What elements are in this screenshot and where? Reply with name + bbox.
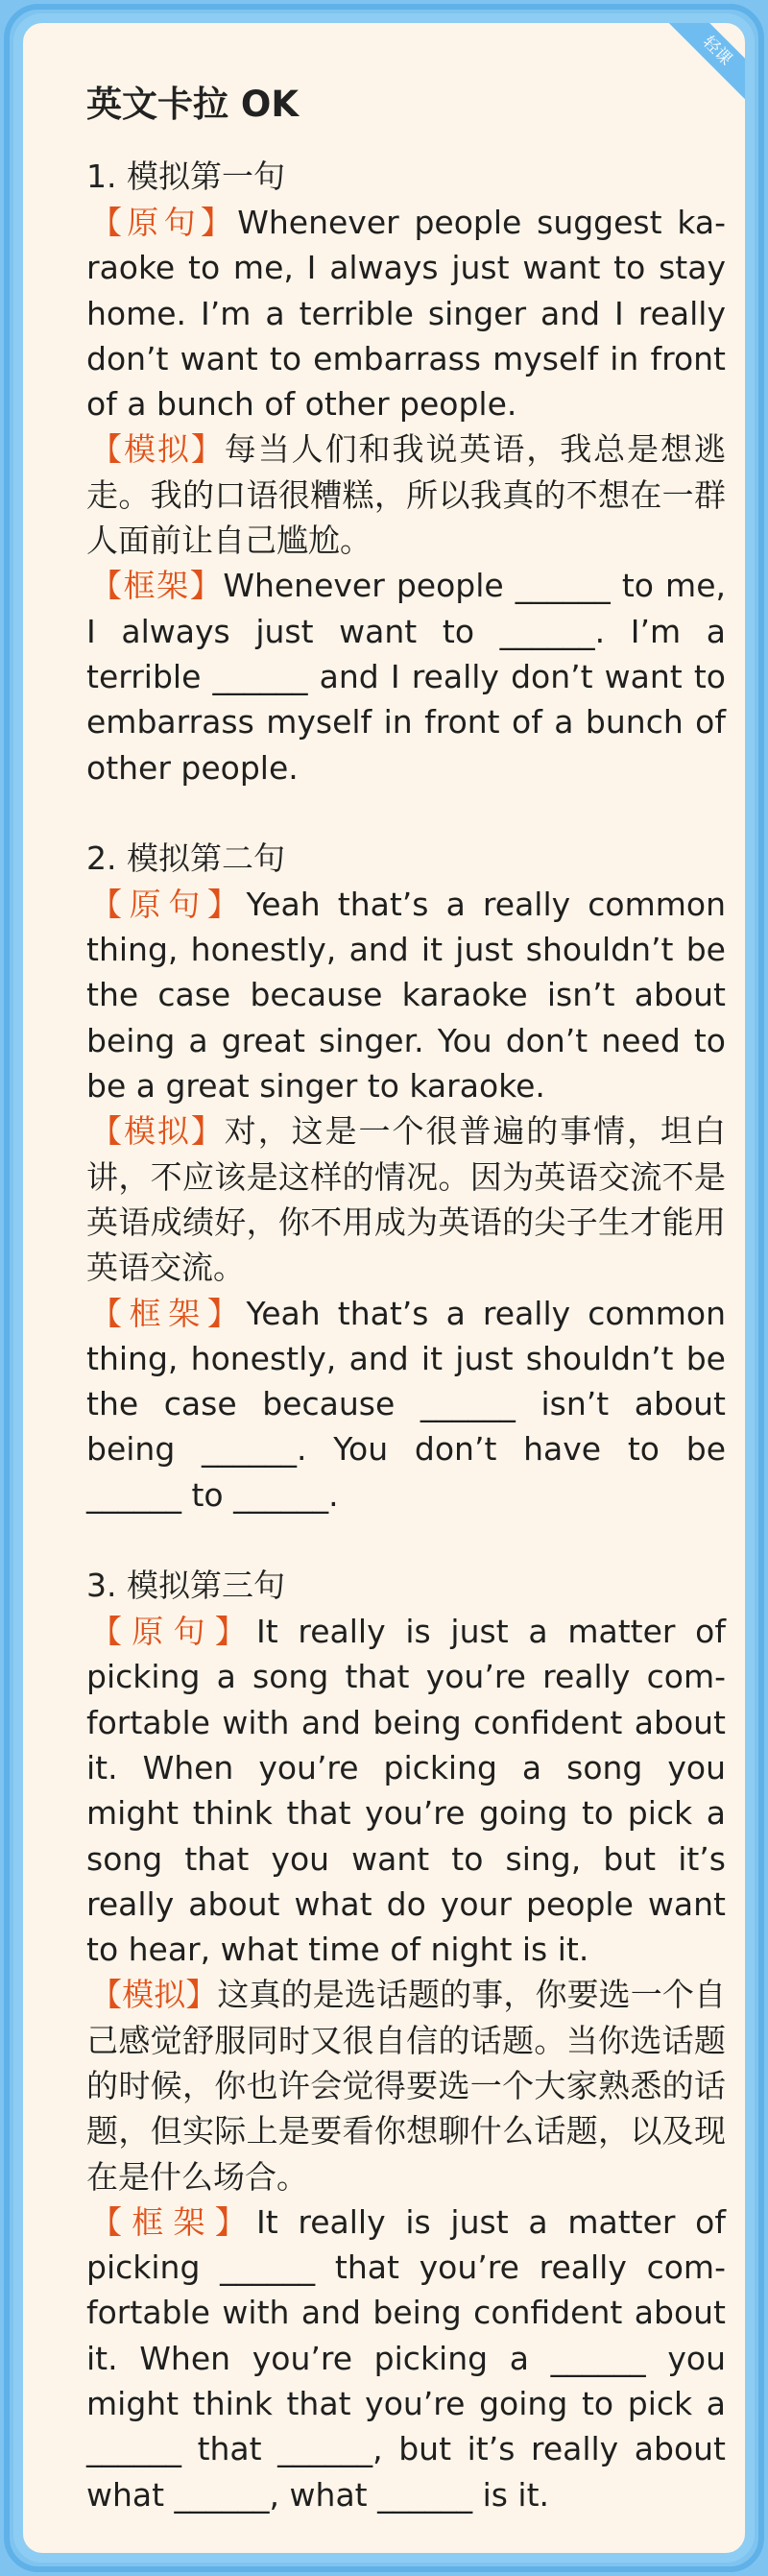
original-sentence <box>86 882 726 1108</box>
imitate-tag: 【模拟】 <box>90 1976 218 2014</box>
section-1 <box>86 154 726 790</box>
section-heading: 1. 模拟第一句 <box>86 158 285 195</box>
frame-tag: 【框架】 <box>90 567 224 605</box>
frame-tag: 【框架】 <box>90 2202 256 2241</box>
frame-text: It really is just a matter of picking ______ that you’re really com-fortable with and being confident about it. When you’re picking a ______ you might think that you’re going to pick a ______ that ______, but it’s really about what ______, what ______ is it. <box>86 2202 726 2514</box>
imitate-sentence <box>86 1972 726 2199</box>
original-tag: 【原句】 <box>90 1613 256 1651</box>
frame-text: Whenever people ______ to me, I always just want to ______. I’m a terrible ______ and I really don’t want to embarrass myself in front of a bunch of other people. <box>86 567 726 787</box>
original-sentence <box>86 200 726 426</box>
imitate-text: 每当人们和我说英语，我总是想逃走。我的口语很糟糕，所以我真的不想在一群人面前让自己尴尬。 <box>86 430 727 560</box>
section-3 <box>86 1563 726 2517</box>
imitate-sentence <box>86 426 726 563</box>
section-spacer <box>86 1518 726 1563</box>
corner-ribbon-tag: 轻课 <box>656 13 755 112</box>
section-spacer <box>86 790 726 836</box>
card-content <box>86 61 726 2517</box>
section-heading: 2. 模拟第二句 <box>86 838 285 877</box>
frame-sentence <box>86 1291 726 1518</box>
original-text: Whenever people suggest ka-raoke to me, I always just want to stay home. I’m a terrible singer and I really don’t want to embarrass myself in front of a bunch of other people. <box>86 204 727 424</box>
original-text: It really is just a matter of picking a song that you’re really com-fortable with and being confident about it. When you’re picking a song you might think that you’re going to pick a song that you want to sing, but it’s really about what do your people want to hear, what time of night is it. <box>86 1613 726 1969</box>
original-text: Yeah that’s a really common thing, honestly, and it just shouldn’t be the case because karaoke isn’t about being a great singer. You don’t need to be a great singer to karaoke. <box>86 885 726 1106</box>
imitate-text: 对，这是一个很普遍的事情，坦白讲，不应该是这样的情况。因为英语交流不是英语成绩好，你不用成为英语的尖子生才能用英语交流。 <box>86 1112 727 1287</box>
original-tag: 【原句】 <box>90 204 238 241</box>
section-2 <box>86 836 726 1518</box>
original-sentence <box>86 1609 726 1972</box>
original-tag: 【原句】 <box>90 885 247 923</box>
frame-sentence <box>86 2199 726 2517</box>
page-title: 英文卡拉 OK <box>86 84 300 125</box>
imitate-text: 这真的是选话题的事，你要选一个自己感觉舒服同时又很自信的话题。当你选话题的时候，你也许会觉得要选一个大家熟悉的话题，但实际上是要看你想聊什么话题，以及现在是什么场合。 <box>86 1976 727 2196</box>
card <box>13 13 755 2563</box>
frame-sentence <box>86 563 726 790</box>
frame-text: Yeah that’s a really common thing, honestly, and it just shouldn’t be the case because ______ isn’t about being ______. You don’t have to be ______ to ______. <box>86 1294 726 1514</box>
frame-tag: 【框架】 <box>90 1294 247 1332</box>
imitate-sentence <box>86 1108 726 1290</box>
imitate-tag: 【模拟】 <box>90 430 225 469</box>
imitate-tag: 【模拟】 <box>90 1112 225 1151</box>
section-heading: 3. 模拟第三句 <box>86 1567 285 1605</box>
